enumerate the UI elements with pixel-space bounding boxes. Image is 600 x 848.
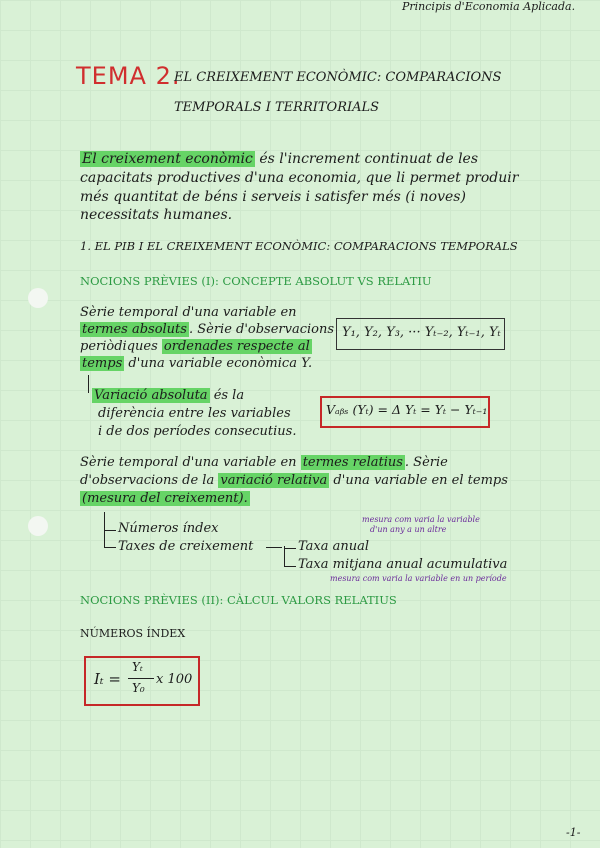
serie-rel-text2b: d'una variable en el temps bbox=[333, 473, 508, 488]
variacio-line2: diferència entre les variables bbox=[98, 406, 291, 421]
variacio-line3: i de dos períodes consecutius. bbox=[98, 424, 297, 439]
serie-rel-term: termes relatius bbox=[302, 455, 403, 470]
tree-branch bbox=[284, 566, 296, 567]
numindex-title: NÚMEROS ÍNDEX bbox=[80, 627, 186, 640]
nocions2-title: NOCIONS PRÈVIES (II): CÀLCUL VALORS RELATIUS bbox=[80, 593, 397, 607]
tree-arrow bbox=[266, 547, 282, 548]
tree-taxa-mitjana: Taxa mitjana anual acumulativa bbox=[298, 557, 508, 572]
serie-rel-variacio: variació relativa bbox=[220, 473, 328, 488]
title-line2: TEMPORALS I TERRITORIALS bbox=[174, 100, 380, 115]
serie-abs-term: termes absoluts bbox=[82, 322, 187, 337]
intro-line1 bbox=[80, 151, 478, 167]
serie-rel-text1b: . Sèrie bbox=[404, 455, 448, 470]
intro-line3: més quantitat de béns i serveis i satisfer més (i noves) bbox=[80, 189, 466, 205]
serie-abs-text3: periòdiques bbox=[80, 339, 158, 354]
serie-abs-line1: Sèrie temporal d'una variable en bbox=[80, 305, 297, 320]
serie-abs-line4 bbox=[80, 356, 312, 371]
punch-hole bbox=[28, 516, 48, 536]
numindex-numerator: Yₜ bbox=[132, 660, 143, 674]
tema-number: TEMA 2. bbox=[76, 62, 181, 90]
serie-rel-mesura: (mesura del creixement). bbox=[82, 491, 248, 506]
note-anual-2: d'un any a un altre bbox=[370, 525, 447, 534]
serie-abs-line3 bbox=[80, 339, 312, 354]
serie-abs-ordenades: ordenades respecte al bbox=[163, 339, 310, 354]
punch-hole bbox=[28, 288, 48, 308]
intro-line2: capacitats productives d'una economia, que li permet produir bbox=[80, 170, 519, 186]
serie-rel-line1 bbox=[80, 455, 448, 470]
tree-branch bbox=[104, 530, 116, 531]
numindex-denominator: Y₀ bbox=[132, 681, 145, 695]
note-anual-1: mesura com varia la variable bbox=[362, 515, 480, 524]
intro-text1: és l'increment continuat de les bbox=[259, 151, 479, 167]
note-mitjana: mesura com varia la variable en un període bbox=[330, 574, 507, 583]
numindex-times: x 100 bbox=[156, 672, 193, 687]
numindex-lhs: Iₜ = bbox=[94, 670, 121, 688]
tree-taxes: Taxes de creixement bbox=[118, 539, 254, 554]
serie-abs-text4: d'una variable econòmica Y. bbox=[128, 356, 313, 371]
tree-branch bbox=[104, 547, 116, 548]
serie-rel-text1: Sèrie temporal d'una variable en bbox=[80, 455, 297, 470]
intro-term: El creixement econòmic bbox=[82, 151, 253, 167]
intro-line4: necessitats humanes. bbox=[80, 207, 233, 223]
course-header: Principis d'Economia Aplicada. bbox=[402, 0, 576, 13]
serie-rel-line3 bbox=[80, 491, 250, 506]
variacio-text1: és la bbox=[213, 388, 245, 403]
tree-taxa-anual: Taxa anual bbox=[298, 539, 370, 554]
variacio-line1 bbox=[92, 388, 244, 403]
fraction-bar bbox=[128, 678, 154, 679]
variacio-formula: Vₐᵦₛ (Yₜ) = Δ Yₜ = Yₜ − Yₜ₋₁ bbox=[326, 402, 488, 417]
serie-abs-temps: temps bbox=[82, 356, 123, 371]
title-line1: EL CREIXEMENT ECONÒMIC: COMPARACIONS bbox=[174, 70, 502, 85]
page-number: -1- bbox=[566, 826, 581, 839]
serie-abs-line2 bbox=[80, 322, 334, 337]
section1-title: 1. EL PIB I EL CREIXEMENT ECONÒMIC: COMPARACIONS TEMPORALS bbox=[80, 239, 518, 253]
tree-branch bbox=[284, 548, 296, 549]
serie-abs-text2: . Sèrie d'observacions bbox=[188, 322, 335, 337]
variacio-term: Variació absoluta bbox=[94, 388, 208, 403]
series-formula: Y₁, Y₂, Y₃, ··· Yₜ₋₂, Yₜ₋₁, Yₜ bbox=[342, 325, 501, 340]
tree-stem2 bbox=[284, 546, 285, 566]
arrow-stem bbox=[88, 375, 89, 393]
serie-rel-line2 bbox=[80, 473, 508, 488]
serie-rel-text2: d'observacions de la bbox=[80, 473, 215, 488]
tree-numeros-index: Números índex bbox=[118, 521, 219, 536]
nocions1-title: NOCIONS PRÈVIES (I): CONCEPTE ABSOLUT VS RELATIU bbox=[80, 274, 432, 288]
